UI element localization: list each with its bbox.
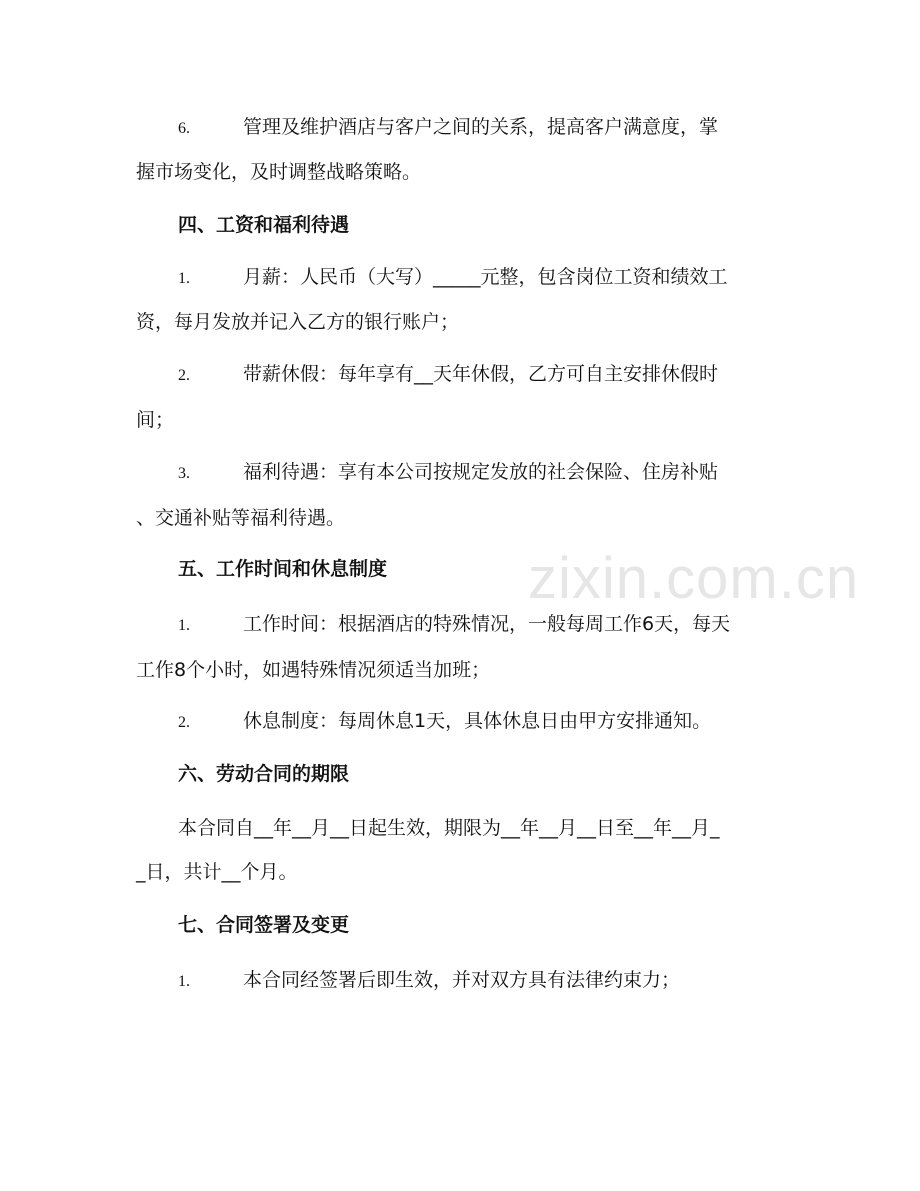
paragraph-line: _日，共计__个月。 xyxy=(136,861,298,883)
list-number: 2. xyxy=(178,367,190,384)
list-number: 1. xyxy=(178,270,190,287)
paragraph-line: 、交通补贴等福利待遇。 xyxy=(136,507,346,529)
list-number: 1. xyxy=(178,617,190,634)
list-number: 2. xyxy=(178,714,190,731)
paragraph-line: 工作时间：根据酒店的特殊情况，一般每周工作6天，每天 xyxy=(243,613,731,635)
section-heading: 六、劳动合同的期限 xyxy=(178,763,350,785)
watermark: zixin.com.cn xyxy=(528,546,860,611)
paragraph-line: 休息制度：每周休息1天，具体休息日由甲方安排通知。 xyxy=(243,710,712,732)
paragraph-line: 资，每月发放并记入乙方的银行账户； xyxy=(136,311,460,333)
section-heading: 七、合同签署及变更 xyxy=(178,914,350,936)
paragraph-line: 本合同经签署后即生效，并对双方具有法律约束力； xyxy=(243,969,681,991)
paragraph-line: 福利待遇：享有本公司按规定发放的社会保险、住房补贴 xyxy=(243,461,719,483)
paragraph-line: 握市场变化，及时调整战略策略。 xyxy=(136,161,422,183)
paragraph-line: 间； xyxy=(136,409,175,431)
paragraph-line: 带薪休假：每年享有__天年休假，乙方可自主安排休假时 xyxy=(243,363,719,385)
paragraph-line: 月薪：人民币（大写）_____元整，包含岗位工资和绩效工 xyxy=(243,266,728,288)
list-number: 1. xyxy=(178,973,190,990)
list-number: 3. xyxy=(178,465,190,482)
section-heading: 四、工资和福利待遇 xyxy=(178,214,350,236)
list-number: 6. xyxy=(178,120,190,137)
section-heading: 五、工作时间和休息制度 xyxy=(178,558,388,580)
paragraph-line: 管理及维护酒店与客户之间的关系，提高客户满意度，掌 xyxy=(243,116,719,138)
paragraph-line: 本合同自__年__月__日起生效，期限为__年__月__日至__年__月_ xyxy=(178,817,720,839)
paragraph-line: 工作8个小时，如遇特殊情况须适当加班； xyxy=(136,659,491,681)
